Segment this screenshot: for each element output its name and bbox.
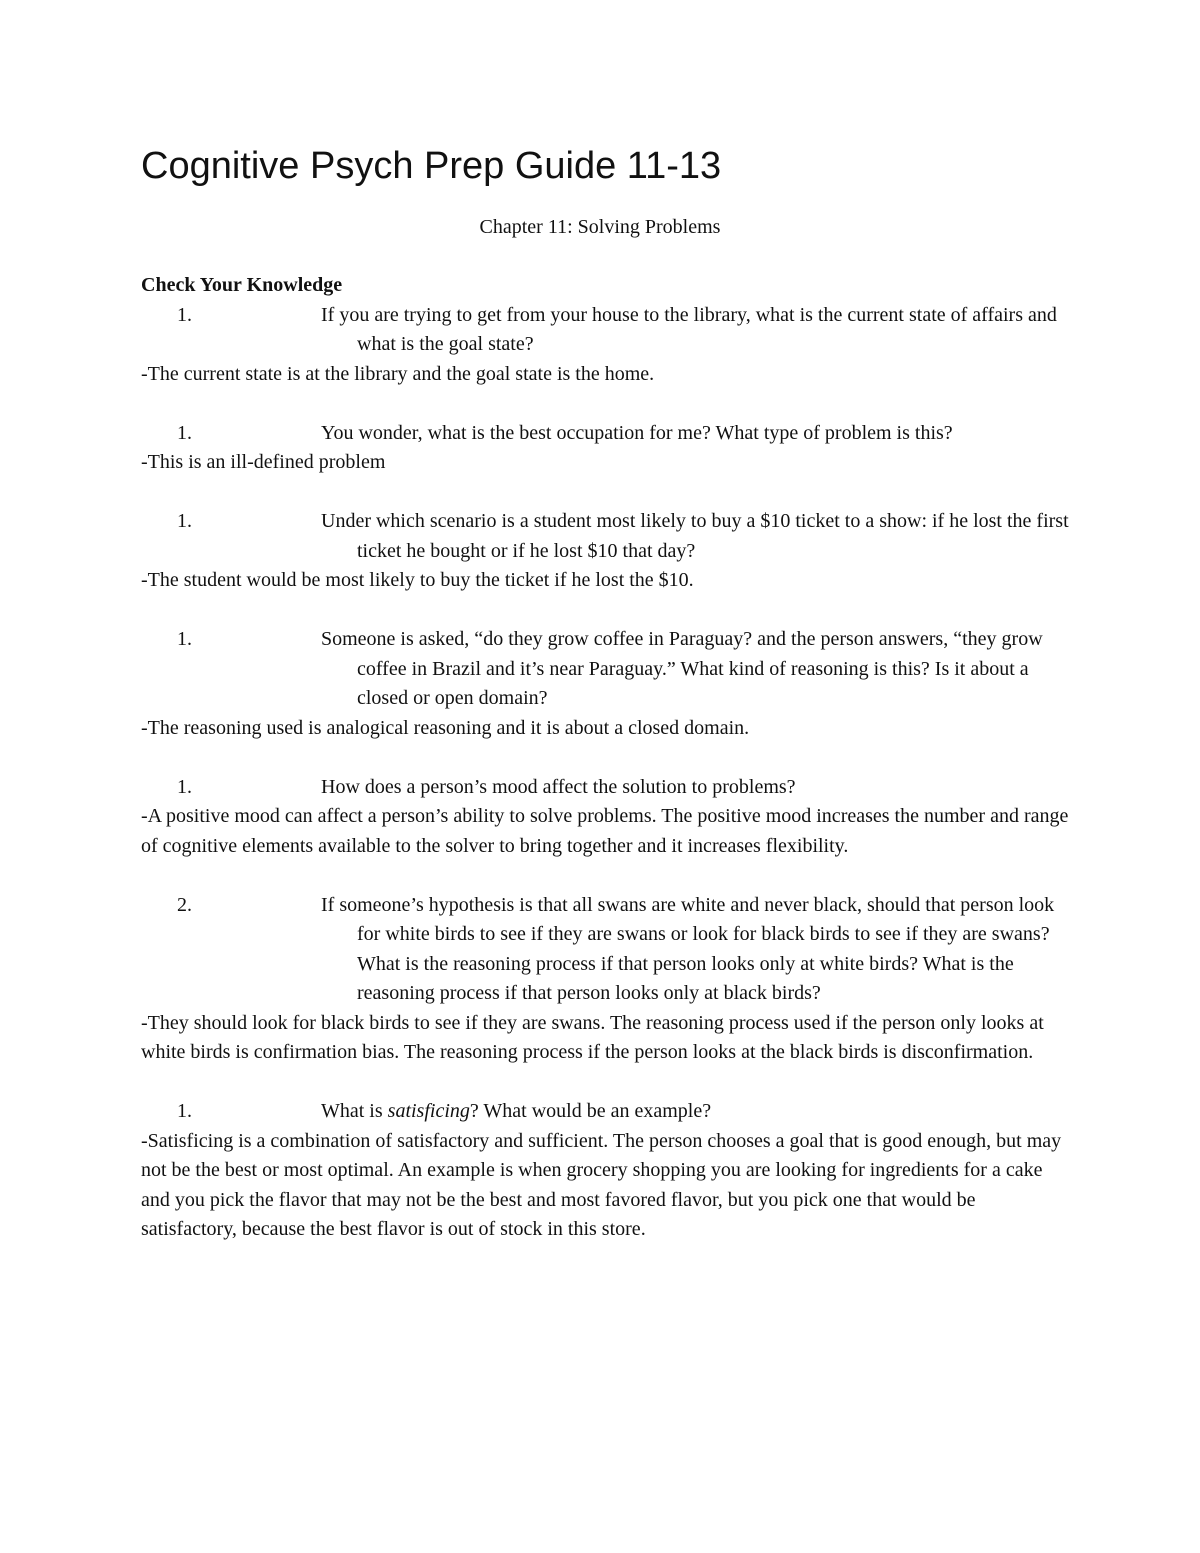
question-text: Someone is asked, “do they grow coffee in Paraguay? and the person answers, “they grow coffee in Brazil and it’s near Paraguay.” What kind of reasoning is this? Is it about a closed or open domain? bbox=[321, 628, 1043, 709]
question-text bbox=[141, 1097, 1071, 1127]
question-number: 1. bbox=[177, 775, 192, 798]
qa-item-3 bbox=[141, 507, 1071, 596]
qa-item-1 bbox=[141, 301, 1071, 390]
question bbox=[141, 507, 1071, 566]
question-text-suffix: ? What would be an example? bbox=[469, 1100, 712, 1122]
answer-text: -This is an ill-defined problem bbox=[141, 451, 386, 473]
qa-item-7 bbox=[141, 1097, 1071, 1245]
question-number: 2. bbox=[177, 893, 192, 916]
question-number: 1. bbox=[177, 303, 192, 326]
answer-text: -The reasoning used is analogical reasoning and it is about a closed domain. bbox=[141, 716, 750, 739]
answer-text: -The student would be most likely to buy the ticket if he lost the $10. bbox=[141, 569, 694, 591]
chapter-heading: Chapter 11: Solving Problems bbox=[479, 216, 721, 238]
question-number: 1. bbox=[177, 628, 192, 650]
answer-text: -They should look for black birds to see if they are swans. The reasoning process used if the person only looks at white birds is confirmation bias. The reasoning process if the person looks at the black birds is disconfirmation. bbox=[141, 1011, 1044, 1063]
answer-text: -A positive mood can affect a person’s ability to solve problems. The positive mood increases the number and range of cognitive elements available to the solver to bring together and it increases flexibility. bbox=[141, 805, 1069, 857]
question bbox=[141, 891, 1071, 1009]
qa-item-6 bbox=[141, 891, 1071, 1068]
section-heading: Check Your Knowledge bbox=[141, 274, 343, 296]
document-body bbox=[141, 271, 1071, 1274]
answer-text: -The current state is at the library and the goal state is the home. bbox=[141, 362, 655, 385]
document-title: Cognitive Psych Prep Guide 11-13 bbox=[141, 145, 722, 187]
question bbox=[141, 301, 1071, 360]
answer-text: -Satisficing is a combination of satisfactory and sufficient. The person chooses a goal that is good enough, but may not be the best or most optimal. An example is when grocery shopping you are looking for ingredients for a cake and you pick the flavor that may not be the best and most favored flavor, but you pick one that would be satisfactory, because the best flavor is out of stock in this store. bbox=[141, 1129, 1062, 1240]
question bbox=[141, 1097, 1071, 1127]
question-number: 1. bbox=[177, 1100, 192, 1122]
question-number: 1. bbox=[177, 421, 192, 444]
question-text-prefix: What is bbox=[321, 1100, 388, 1122]
question bbox=[141, 419, 1071, 449]
question-text: If someone’s hypothesis is that all swans are white and never black, should that person look for white birds to see if they are swans or look for black birds to see if they are swans? What is the reasoning process if that person looks only at white birds? What is the reasoning process if that person looks only at black birds? bbox=[321, 893, 1055, 1004]
question bbox=[141, 625, 1071, 714]
question-text: If you are trying to get from your house to the library, what is the current state of affairs and what is the goal state? bbox=[321, 303, 1057, 355]
qa-item-2 bbox=[141, 419, 1071, 478]
qa-item-4 bbox=[141, 625, 1071, 743]
qa-item-5 bbox=[141, 773, 1071, 862]
question-text: You wonder, what is the best occupation for me? What type of problem is this? bbox=[321, 421, 953, 444]
question-emphasis: satisficing bbox=[387, 1100, 470, 1122]
question bbox=[141, 773, 1071, 803]
question-text: How does a person’s mood affect the solution to problems? bbox=[321, 775, 796, 798]
question-number: 1. bbox=[177, 510, 192, 532]
question-text: Under which scenario is a student most likely to buy a $10 ticket to a show: if he lost the first ticket he bought or if he lost $10 that day? bbox=[321, 510, 1069, 562]
